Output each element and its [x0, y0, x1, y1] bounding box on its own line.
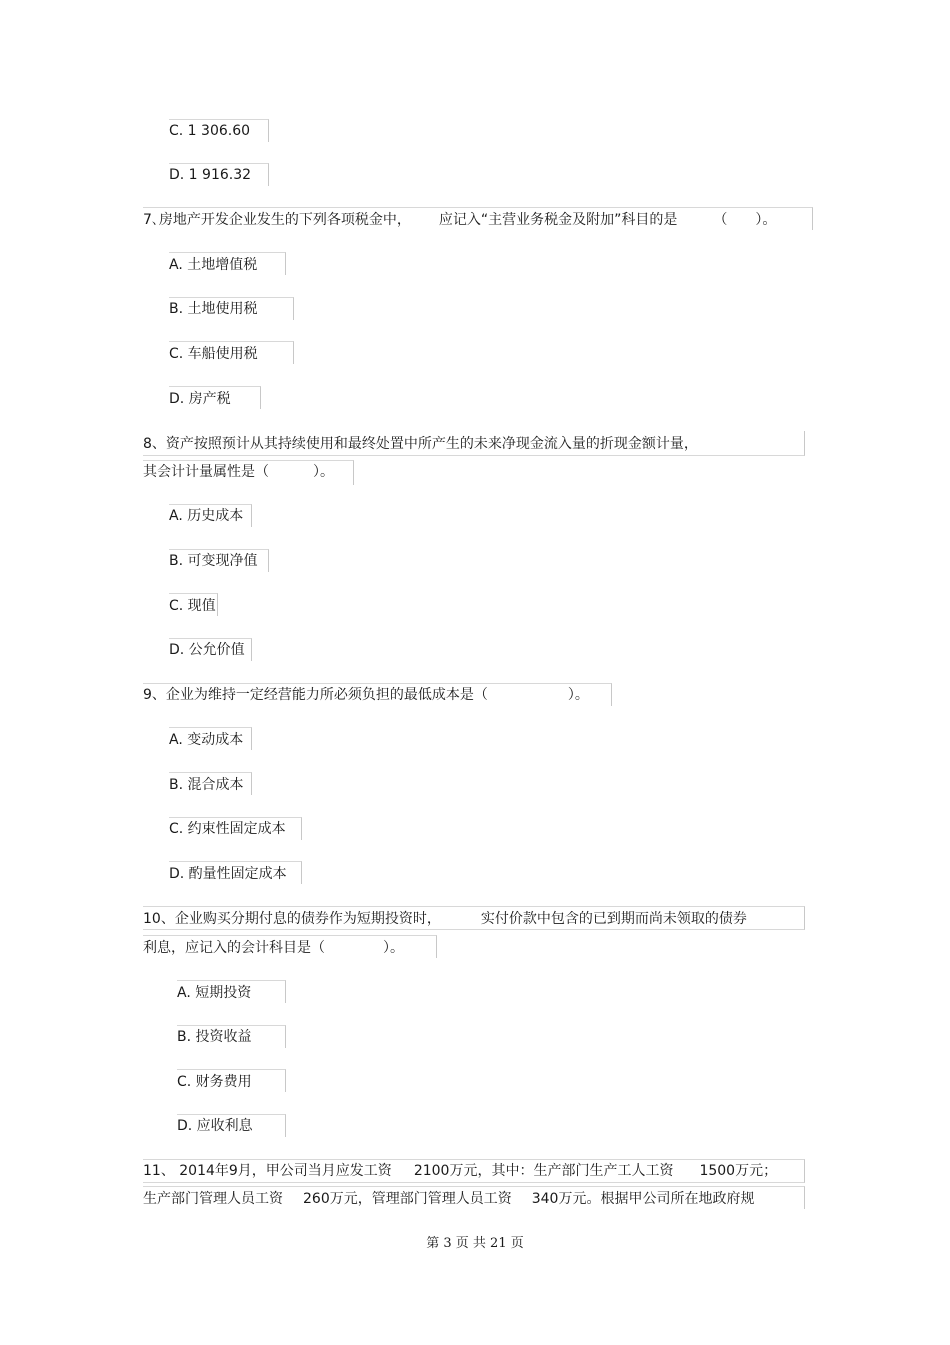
q11-line2-c: 340万元。根据甲公司所在地政府规: [531, 1191, 755, 1207]
q7-stem-c: （: [713, 212, 728, 228]
q9-option-c: C. 约束性固定成本: [169, 821, 286, 837]
q10-option-c: C. 财务费用: [177, 1074, 252, 1090]
q9-option-b: B. 混合成本: [169, 777, 244, 793]
q7-stem-d: ）。: [755, 212, 777, 228]
q11-line1-b: 2100万元，其中：生产部门生产工人工资: [413, 1163, 674, 1179]
q8-option-c: C. 现值: [169, 598, 216, 614]
q8-stem-line2-end: ）。: [313, 464, 334, 480]
q9-stem: [143, 685, 589, 705]
q6-option-c: C. 1 306.60: [169, 123, 251, 139]
q10-stem-line1-a: 10、企业购买分期付息的债券作为短期投资时，: [143, 911, 441, 927]
q11-line2: [143, 1189, 754, 1209]
q9-option-a: A. 变动成本: [169, 732, 244, 748]
q9-stem-text: 9、企业为维持一定经营能力所必须负担的最低成本是（: [143, 687, 488, 703]
q7-stem-a: 7､房地产开发企业发生的下列各项税金中，: [143, 212, 411, 228]
q6-option-d: D. 1 916.32: [169, 167, 252, 183]
q10-stem-line1-b: 实付价款中包含的已到期而尚未领取的债券: [480, 911, 747, 927]
q7-option-a: A. 土地增值税: [169, 257, 258, 273]
q11-line1-c: 1500万元；: [699, 1163, 778, 1179]
q7-option-d: D. 房产税: [169, 391, 231, 407]
q9-stem-end: ）。: [567, 687, 589, 703]
q10-stem-line2: [143, 938, 404, 958]
q8-option-a: A. 历史成本: [169, 508, 244, 524]
q7-option-c: C. 车船使用税: [169, 346, 258, 362]
q11-line2-a: 生产部门管理人员工资: [143, 1191, 283, 1207]
q7-stem-b: 应记入“主营业务税金及附加”科目的是: [438, 212, 678, 228]
q9-option-d: D. 酌量性固定成本: [169, 866, 287, 882]
q7-stem: [143, 210, 776, 230]
q10-option-b: B. 投资收益: [177, 1029, 252, 1045]
q11-line2-b: 260万元，管理部门管理人员工资: [303, 1191, 512, 1207]
q11-line1: [143, 1161, 777, 1181]
q8-stem-line1: 8、资产按照预计从其持续使用和最终处置中所产生的未来净现金流入量的折现金额计量，: [143, 436, 698, 452]
q8-option-b: B. 可变现净值: [169, 553, 258, 569]
q10-stem-line1: [143, 909, 747, 929]
q10-stem-line2-end: ）。: [383, 940, 404, 956]
q10-option-a: A. 短期投资: [177, 985, 252, 1001]
q8-stem-line2-text: 其会计计量属性是（: [143, 464, 269, 480]
q8-stem-line2: [143, 462, 334, 482]
q10-stem-line2-text: 利息，应记入的会计科目是（: [143, 940, 325, 956]
q11-line1-a: 11、 2014年9月，甲公司当月应发工资: [143, 1163, 392, 1179]
page-footer: 第 3 页 共 21 页: [426, 1236, 524, 1251]
q7-option-b: B. 土地使用税: [169, 301, 258, 317]
q8-option-d: D. 公允价值: [169, 642, 245, 658]
q10-option-d: D. 应收利息: [177, 1118, 253, 1134]
